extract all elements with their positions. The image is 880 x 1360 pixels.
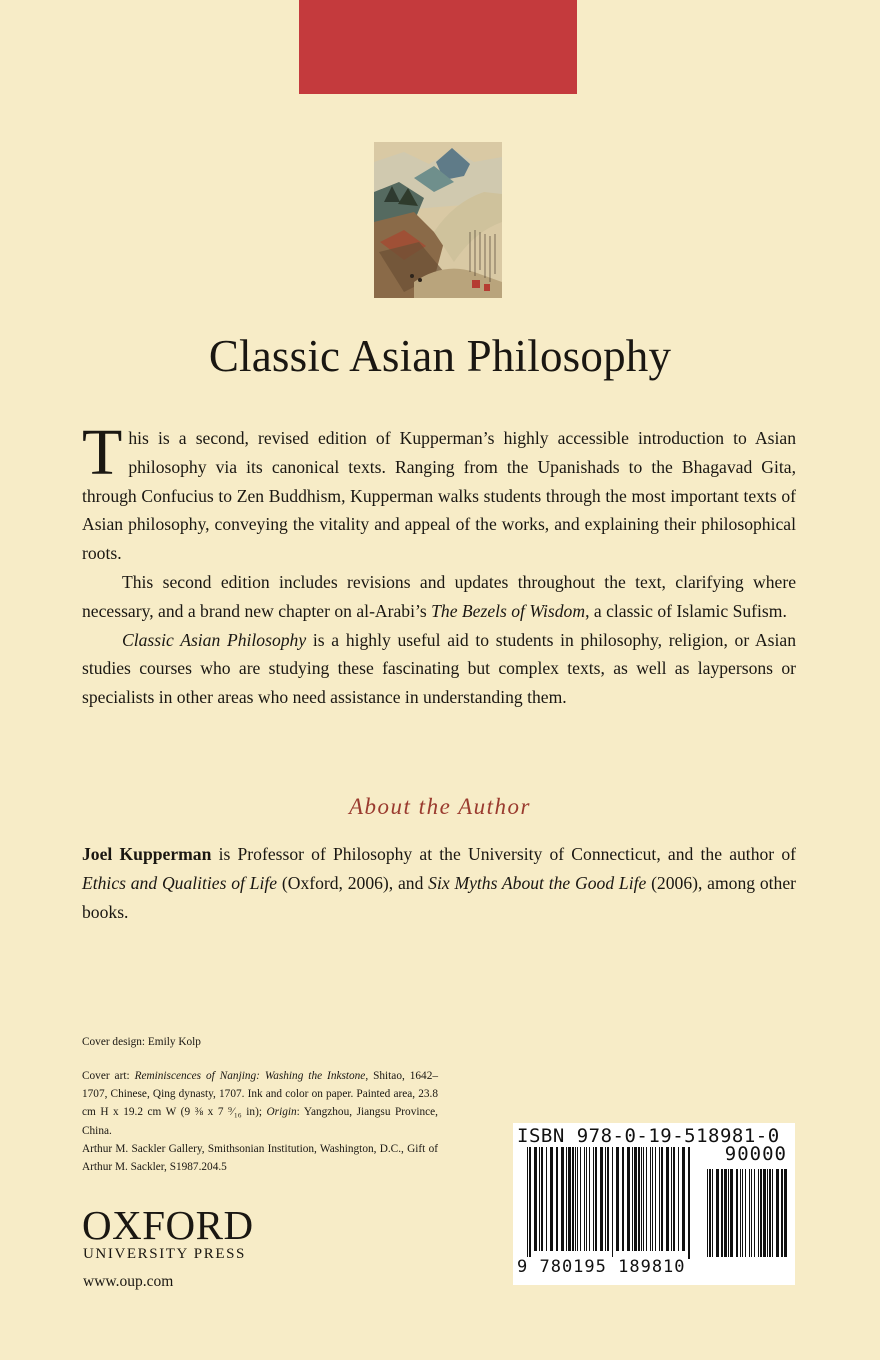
barcode-bar bbox=[781, 1169, 783, 1257]
barcode-bar bbox=[607, 1147, 609, 1251]
barcode-bar bbox=[605, 1147, 606, 1251]
author-name: Joel Kupperman bbox=[82, 844, 212, 864]
barcode-bar bbox=[730, 1169, 733, 1257]
barcode-bar bbox=[566, 1147, 567, 1251]
cover-art-title: Reminiscences of Nanjing: Washing the Inkstone bbox=[134, 1070, 366, 1082]
bio-text-2: (Oxford, 2006), and bbox=[277, 872, 429, 893]
publisher-press-name: UNIVERSITY PRESS bbox=[83, 1246, 246, 1262]
description-paragraph-2 bbox=[82, 568, 796, 626]
barcode-bar bbox=[767, 1169, 768, 1257]
paragraph-2-text: This second edition includes revisions and updates throughout the text, clarifying where necessary, and a brand new chapter on al-Arabi’s bbox=[82, 571, 796, 621]
book-title: Classic Asian Philosophy bbox=[208, 331, 672, 381]
barcode-bar bbox=[682, 1147, 685, 1251]
barcode-bar bbox=[638, 1147, 640, 1251]
origin-label: Origin bbox=[266, 1106, 297, 1119]
barcode-bar bbox=[586, 1147, 587, 1251]
barcode-bar bbox=[595, 1147, 597, 1251]
bio-text-1: is Professor of Philosophy at the University of Connecticut, and the author of bbox=[211, 844, 796, 864]
book-title-reference: Classic Asian Philosophy bbox=[122, 629, 307, 650]
barcode-bar bbox=[546, 1147, 547, 1251]
barcode-bar bbox=[593, 1147, 594, 1251]
isbn-number: ISBN 978-0-19-518981-0 bbox=[517, 1125, 780, 1147]
barcode-bar bbox=[724, 1169, 727, 1257]
barcode-bar bbox=[728, 1169, 729, 1257]
description-paragraph-1 bbox=[82, 416, 796, 568]
bio-text-3: (2006), among other books. bbox=[82, 872, 796, 922]
barcode-bar bbox=[655, 1147, 656, 1251]
barcode-bar bbox=[632, 1147, 633, 1251]
barcode-bar bbox=[650, 1147, 651, 1251]
barcode-bar bbox=[742, 1169, 743, 1257]
barcode-bar bbox=[577, 1147, 578, 1251]
barcode-bar bbox=[600, 1147, 603, 1251]
barcode-bar bbox=[550, 1147, 553, 1251]
origin-text: : Yangzhou, Jiangsu Province, China. bbox=[82, 1106, 438, 1137]
barcode-bar bbox=[646, 1147, 647, 1251]
author-book-1: Ethics and Qualities of Life bbox=[82, 872, 278, 893]
barcode-bar bbox=[760, 1169, 762, 1257]
top-red-band bbox=[299, 0, 577, 94]
paragraph-1-text: his is a second, revised edition of Kupperman’s highly accessible introduction to Asian philosophy via its canonical texts. Ranging from the Upanishads to the Bhagavad Gita, through Confucius to Zen Buddhism, Kupperman walks students through the most important texts of Asian philosophy, conveying the vitality and appeal of the works, and explaining their philosophical roots. bbox=[82, 428, 796, 564]
paragraph-3-text: is a highly useful aid to students in philosophy, religion, or Asian studies courses who are studying these fascinating but complex texts, as well as laypersons or specialists in other areas who need assistance in understanding them. bbox=[82, 629, 796, 708]
barcode-bar bbox=[736, 1169, 738, 1257]
barcode-bar bbox=[616, 1147, 619, 1251]
price-code: 90000 bbox=[724, 1143, 787, 1165]
barcode-bar bbox=[712, 1169, 713, 1257]
barcode-bar bbox=[634, 1147, 637, 1251]
barcode-bar bbox=[678, 1147, 679, 1251]
painting-image bbox=[374, 142, 502, 298]
barcode-bar bbox=[740, 1169, 741, 1257]
paragraph-2-end: , a classic of Islamic Sufism. bbox=[585, 600, 787, 621]
barcode-bar bbox=[527, 1147, 528, 1259]
cover-art-credit bbox=[82, 1067, 438, 1176]
barcode-bar bbox=[584, 1147, 585, 1251]
barcode-bar bbox=[612, 1147, 613, 1259]
barcode-bar bbox=[529, 1147, 531, 1259]
barcode-bar bbox=[568, 1147, 571, 1251]
barcode-bar bbox=[652, 1147, 653, 1251]
barcode-bar bbox=[572, 1147, 574, 1251]
barcode-bar bbox=[763, 1169, 766, 1257]
publisher-website: www.oup.com bbox=[83, 1273, 174, 1290]
barcode-bar bbox=[688, 1147, 690, 1259]
barcode-bar bbox=[541, 1147, 543, 1251]
drop-cap: T bbox=[82, 416, 123, 489]
cover-painting bbox=[374, 142, 502, 298]
book-description bbox=[82, 416, 796, 712]
barcode-digits: 9 780195 189810 bbox=[517, 1257, 686, 1277]
barcode-bar bbox=[661, 1147, 663, 1251]
barcode-bar bbox=[754, 1169, 755, 1257]
barcode-bar bbox=[556, 1147, 558, 1251]
barcode-bar bbox=[659, 1147, 660, 1251]
publisher-logo: OXFORD bbox=[82, 1202, 254, 1248]
cover-art-description bbox=[82, 1067, 438, 1140]
barcode-bar bbox=[673, 1147, 675, 1251]
barcode-bar bbox=[751, 1169, 752, 1257]
barcode-bar bbox=[784, 1169, 787, 1257]
barcode-bar bbox=[643, 1147, 644, 1251]
barcode-bar bbox=[749, 1169, 750, 1257]
description-paragraph-3 bbox=[82, 626, 796, 712]
barcode-bar bbox=[707, 1169, 708, 1257]
gallery-credit: Arthur M. Sackler Gallery, Smithsonian Institution, Washington, D.C., Gift of Arthur M. Sackler, S1987.204.5 bbox=[82, 1142, 438, 1174]
author-book-2: Six Myths About the Good Life bbox=[428, 872, 647, 893]
barcode-bar bbox=[575, 1147, 576, 1251]
barcode-bar bbox=[769, 1169, 771, 1257]
barcode-bar bbox=[772, 1169, 773, 1257]
barcode-bar bbox=[580, 1147, 581, 1251]
about-author-heading: About the Author bbox=[348, 794, 531, 819]
barcode-bar bbox=[589, 1147, 590, 1251]
barcode-bar bbox=[666, 1147, 669, 1251]
barcode-bar bbox=[721, 1169, 723, 1257]
cover-art-label: Cover art: bbox=[82, 1070, 135, 1082]
cover-design-credit: Cover design: Emily Kolp bbox=[82, 1036, 201, 1048]
barcode-bar bbox=[561, 1147, 564, 1251]
barcode-bar bbox=[671, 1147, 672, 1251]
barcode-bar bbox=[627, 1147, 630, 1251]
barcode-bar bbox=[745, 1169, 746, 1257]
isbn-barcode bbox=[513, 1123, 795, 1285]
barcode-bar bbox=[622, 1147, 624, 1251]
barcode-bar bbox=[641, 1147, 642, 1251]
barcode-bar bbox=[539, 1147, 540, 1251]
barcode-bar bbox=[534, 1147, 537, 1251]
book-reference-bezels: The Bezels of Wisdom bbox=[431, 600, 586, 621]
cover-art-details: , Shitao, 1642–1707, Chinese, Qing dynasty, 1707. Ink and color on paper. Painted area, 23.8 cm H x 19.2 cm W (9 ⅜ x 7 ⁹⁄₁₆ in); bbox=[82, 1070, 438, 1119]
barcode-bar bbox=[709, 1169, 711, 1257]
barcode-bar bbox=[716, 1169, 719, 1257]
barcode-bar bbox=[776, 1169, 779, 1257]
author-bio bbox=[82, 840, 796, 926]
barcode-bar bbox=[758, 1169, 759, 1257]
